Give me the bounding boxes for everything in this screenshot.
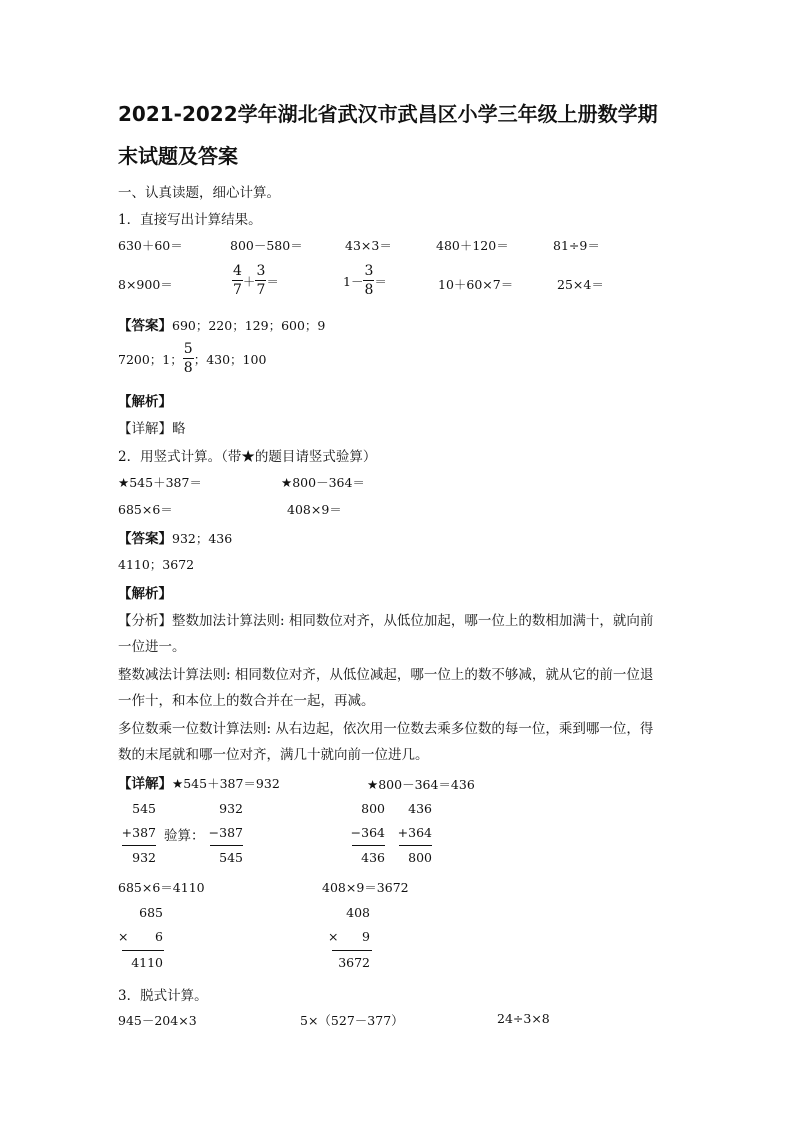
q2-problem: 408×9＝ bbox=[287, 502, 342, 517]
q3-problem: 945－204×3 bbox=[118, 1013, 197, 1028]
vertical-operator: × bbox=[328, 929, 339, 944]
q1-fraction-expr bbox=[343, 262, 387, 299]
fraction bbox=[255, 262, 266, 299]
numerator: 3 bbox=[256, 263, 266, 279]
q1-item: 10＋60×7＝ bbox=[438, 277, 514, 292]
denominator: 8 bbox=[364, 282, 374, 298]
q1-detail: 【详解】略 bbox=[118, 421, 186, 437]
denominator: 8 bbox=[183, 360, 193, 376]
plus-sign: ＋ bbox=[242, 273, 256, 289]
vertical-result: 436 bbox=[361, 850, 385, 865]
numerator: 5 bbox=[183, 341, 193, 357]
section-heading: 一、认真读题，细心计算。 bbox=[118, 185, 280, 201]
q3-problem: 5×（527－377） bbox=[300, 1013, 404, 1028]
q2-answer-line2: 4110；3672 bbox=[118, 557, 195, 572]
denominator: 7 bbox=[233, 282, 242, 298]
vertical-top: 545 bbox=[132, 801, 156, 816]
detail-tag: 【详解】 bbox=[118, 776, 172, 792]
vertical-operand: −387 bbox=[208, 825, 243, 840]
q2-analysis: 【解析】 bbox=[118, 586, 172, 602]
one-minus: 1－ bbox=[343, 273, 364, 289]
vertical-top: 436 bbox=[408, 801, 432, 816]
analysis-text: 一作十，和本位上的数合并在一起，再减。 bbox=[118, 693, 375, 709]
answer-text: 7200；1； bbox=[118, 351, 183, 367]
q2-problem: 685×6＝ bbox=[118, 502, 173, 517]
q1-item: 43×3＝ bbox=[345, 238, 392, 253]
analysis-text: 整数减法计算法则: 相同数位对齐，从低位减起，哪一位上的数不够减，就从它的前一位退 bbox=[118, 667, 654, 683]
q1-item: 630＋60＝ bbox=[118, 238, 183, 253]
q2-label: 2．用竖式计算。（带★的题目请竖式验算） bbox=[118, 449, 377, 465]
analysis-text: 一位进一。 bbox=[118, 639, 186, 655]
detail-text: 408×9＝3672 bbox=[322, 880, 409, 895]
check-label: 验算： bbox=[164, 828, 205, 844]
detail-text: 685×6＝4110 bbox=[118, 880, 205, 895]
vertical-top: 800 bbox=[361, 801, 385, 816]
vertical-rule bbox=[122, 950, 164, 951]
q2-problem: ★545＋387＝ bbox=[118, 475, 202, 490]
vertical-rule bbox=[399, 845, 432, 846]
doc-title-line2: 末试题及答案 bbox=[118, 144, 238, 168]
vertical-result: 545 bbox=[219, 850, 243, 865]
fraction bbox=[183, 340, 194, 377]
vertical-rule bbox=[210, 845, 243, 846]
q3-problem: 24÷3×8 bbox=[497, 1011, 550, 1026]
q1-item: 25×4＝ bbox=[557, 277, 604, 292]
detail-text: ★800－364＝436 bbox=[367, 777, 475, 792]
q1-item: 800－580＝ bbox=[230, 238, 303, 253]
answer-text: 932；436 bbox=[172, 531, 233, 546]
q1-answer bbox=[118, 314, 325, 334]
analysis-text: 数的末尾就和哪一位对齐，满几十就向前一位进几。 bbox=[118, 747, 429, 763]
denominator: 7 bbox=[256, 282, 266, 298]
q3-label: 3．脱式计算。 bbox=[118, 988, 208, 1004]
q1-analysis: 【解析】 bbox=[118, 394, 172, 410]
detail-text: ★545＋387＝932 bbox=[172, 776, 280, 791]
analysis-text: 多位数乘一位数计算法则: 从右边起，依次用一位数去乘多位数的每一位，乘到哪一位，得 bbox=[118, 721, 654, 737]
vertical-operand: 9 bbox=[362, 929, 370, 944]
equals-sign: ＝ bbox=[266, 273, 279, 289]
fraction bbox=[232, 262, 243, 299]
vertical-result: 800 bbox=[408, 850, 432, 865]
vertical-operand: +364 bbox=[397, 825, 432, 840]
vertical-result: 932 bbox=[132, 850, 156, 865]
q2-detail bbox=[118, 772, 280, 792]
vertical-operator: × bbox=[118, 929, 129, 944]
vertical-top: 408 bbox=[346, 905, 370, 920]
answer-tag: 【答案】 bbox=[118, 531, 172, 547]
q1-item: 8×900＝ bbox=[118, 277, 173, 292]
answer-text: ；430；100 bbox=[193, 351, 267, 367]
fraction bbox=[363, 262, 374, 299]
q1-fraction-expr bbox=[232, 262, 279, 299]
numerator: 4 bbox=[233, 263, 242, 279]
q1-answer-line2 bbox=[118, 340, 266, 377]
vertical-top: 932 bbox=[219, 801, 243, 816]
q1-item: 480＋120＝ bbox=[436, 238, 509, 253]
analysis-text: 【分析】整数加法计算法则: 相同数位对齐，从低位加起，哪一位上的数相加满十，就向前 bbox=[118, 613, 654, 629]
numerator: 3 bbox=[364, 263, 374, 279]
q2-problem: ★800－364＝ bbox=[281, 475, 365, 490]
doc-title-line1: 2021-2022学年湖北省武汉市武昌区小学三年级上册数学期 bbox=[118, 102, 658, 126]
q1-label: 1．直接写出计算结果。 bbox=[118, 212, 262, 228]
vertical-operand: +387 bbox=[121, 825, 156, 840]
vertical-operand: −364 bbox=[350, 825, 385, 840]
vertical-operand: 6 bbox=[155, 929, 163, 944]
vertical-rule bbox=[352, 845, 385, 846]
vertical-top: 685 bbox=[139, 905, 163, 920]
vertical-result: 4110 bbox=[131, 955, 163, 970]
vertical-rule bbox=[332, 950, 372, 951]
vertical-result: 3672 bbox=[338, 955, 370, 970]
vertical-rule bbox=[122, 845, 156, 846]
answer-text: 690；220；129；600；9 bbox=[172, 318, 326, 333]
q1-item: 81÷9＝ bbox=[553, 238, 600, 253]
q2-answer bbox=[118, 527, 232, 547]
answer-tag: 【答案】 bbox=[118, 318, 172, 334]
equals-sign: ＝ bbox=[374, 273, 387, 289]
